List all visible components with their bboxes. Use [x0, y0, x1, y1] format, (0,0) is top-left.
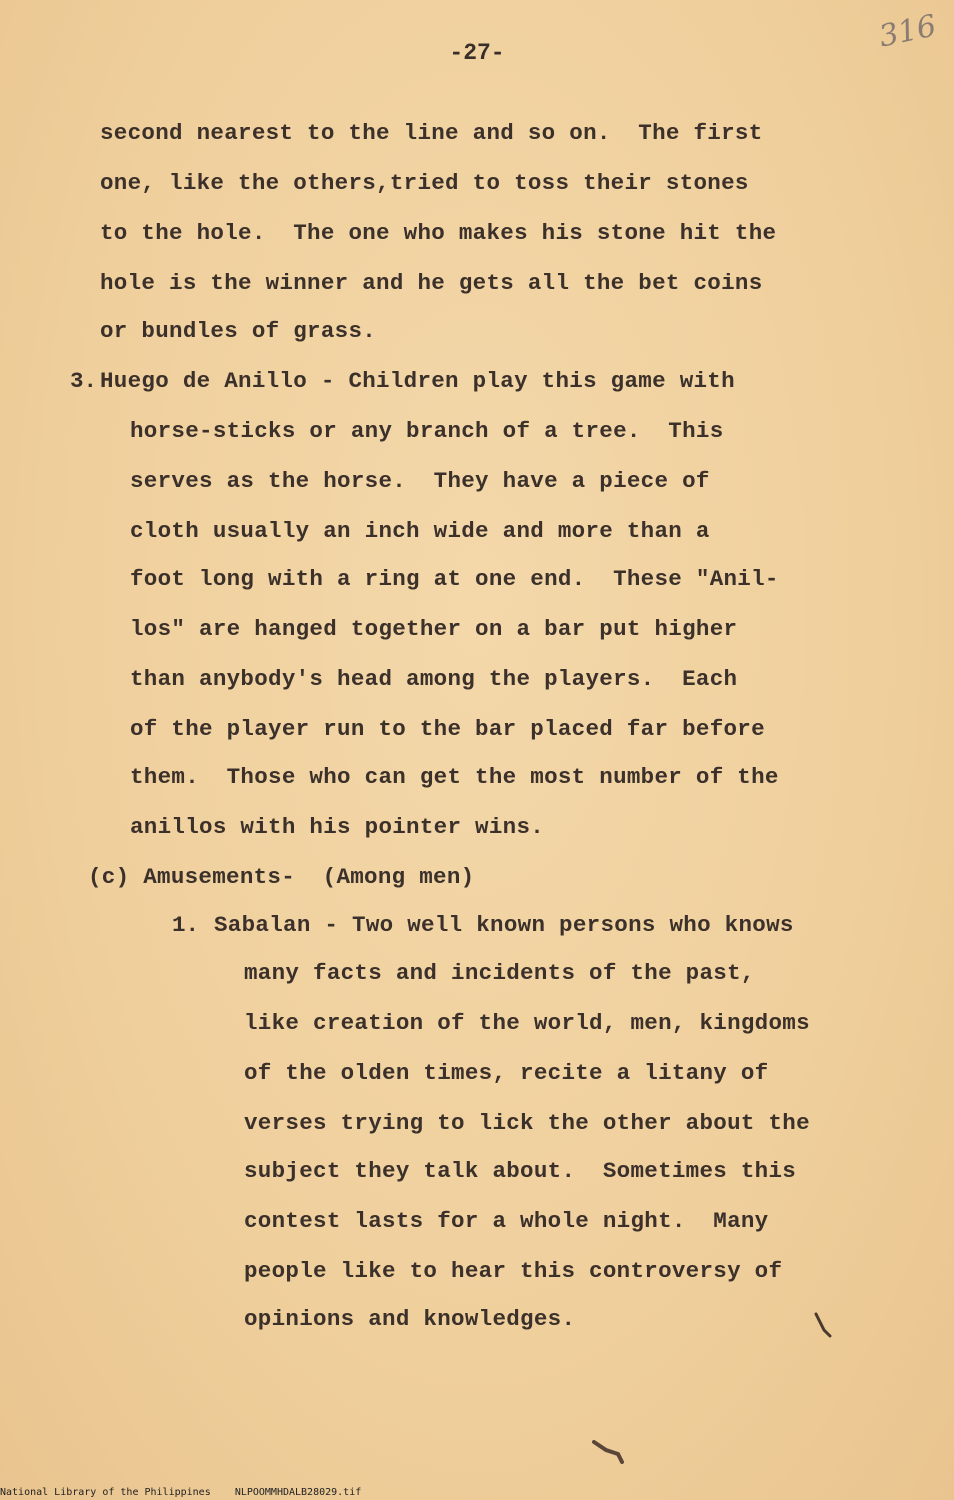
text-line: them. Those who can get the most number of the [130, 764, 779, 790]
text-line: serves as the horse. They have a piece of [130, 468, 710, 494]
text-line: hole is the winner and he gets all the bet coins [100, 270, 763, 296]
text-line: Huego de Anillo - Children play this game with [100, 368, 735, 394]
text-line: subject they talk about. Sometimes this [244, 1158, 797, 1184]
scan-footer [0, 1487, 361, 1498]
text-line: people like to hear this controversy of [244, 1258, 783, 1284]
text-line: than anybody's head among the players. Each [130, 666, 738, 692]
text-line: los" are hanged together on a bar put higher [130, 616, 738, 642]
text-line: foot long with a ring at one end. These "Anil- [130, 566, 779, 592]
footer-library: National Library of the Philippines [0, 1487, 211, 1498]
text-line: of the player run to the bar placed far before [130, 716, 765, 742]
text-line: second nearest to the line and so on. The first [100, 120, 763, 146]
text-line: to the hole. The one who makes his stone hit the [100, 220, 777, 246]
text-line: anillos with his pointer wins. [130, 814, 545, 840]
list-item-number: 3. [70, 368, 98, 394]
text-line: like creation of the world, men, kingdoms [244, 1010, 810, 1036]
text-line: opinions and knowledges. [244, 1306, 576, 1332]
text-line: Sabalan - Two well known persons who knows [214, 912, 794, 938]
text-line: of the olden times, recite a litany of [244, 1060, 769, 1086]
text-line: one, like the others,tried to toss their stones [100, 170, 749, 196]
ink-smudge-icon [588, 1436, 628, 1466]
text-line: verses trying to lick the other about the [244, 1110, 810, 1136]
section-heading: (c) Amusements- (Among men) [88, 864, 475, 890]
text-line: contest lasts for a whole night. Many [244, 1208, 769, 1234]
text-line: horse-sticks or any branch of a tree. This [130, 418, 724, 444]
text-line: or bundles of grass. [100, 318, 377, 344]
list-item-number: 1. [172, 912, 200, 938]
page-number: -27- [449, 40, 505, 66]
pencil-mark-icon [812, 1312, 836, 1340]
text-line: cloth usually an inch wide and more than a [130, 518, 710, 544]
footer-filename: NLPOOMMHDALB28029.tif [234, 1487, 362, 1498]
text-line: many facts and incidents of the past, [244, 960, 755, 986]
handwritten-page-number: 316 [875, 8, 940, 55]
